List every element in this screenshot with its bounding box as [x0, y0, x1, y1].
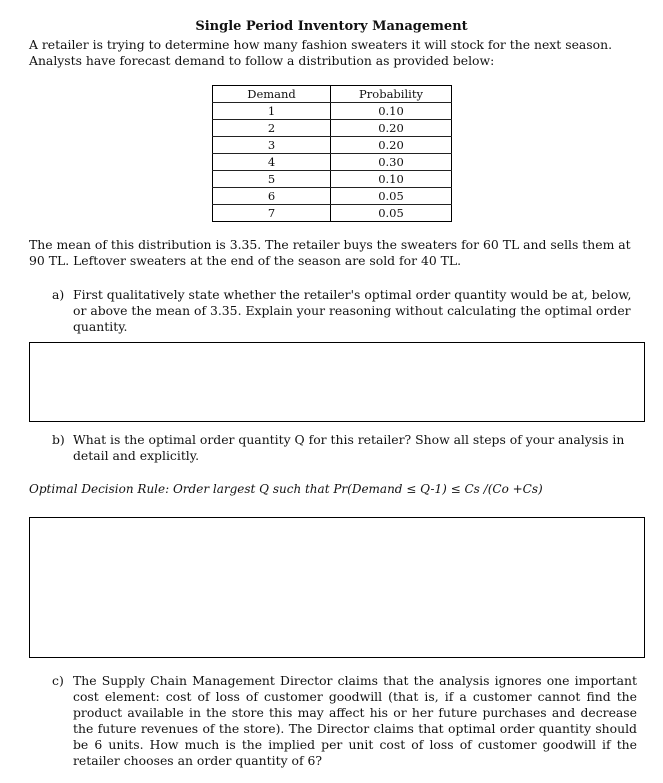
demand-cell: 2	[213, 120, 331, 137]
question-a	[52, 287, 637, 335]
question-c-text: The Supply Chain Management Director claims that the analysis ignores one important cost element: cost of loss of customer goodwill (that is, if a customer cannot find the product available in the store this may affect his or her future purchases and decrease the future revenues of the store). The Director claims that optimal order quantity should be 6 units. How much is the implied per unit cost of loss of customer goodwill if the retailer chooses an order quantity of 6?	[73, 673, 637, 768]
demand-cell: 1	[213, 103, 331, 120]
probability-cell: 0.05	[331, 205, 452, 222]
probability-cell: 0.10	[331, 171, 452, 188]
page-title: Single Period Inventory Management	[195, 19, 468, 34]
table-row	[213, 188, 452, 205]
demand-cell: 4	[213, 154, 331, 171]
question-a-letter: a)	[52, 287, 65, 302]
probability-cell: 0.30	[331, 154, 452, 171]
question-b-text: What is the optimal order quantity Q for this retailer? Show all steps of your analysis in detail and explicitly.	[73, 432, 625, 463]
question-c	[52, 673, 637, 769]
table-row	[213, 103, 452, 120]
demand-cell: 3	[213, 137, 331, 154]
question-b-letter: b)	[52, 432, 65, 447]
probability-cell: 0.20	[331, 120, 452, 137]
answer-box-b[interactable]	[29, 517, 645, 658]
demand-cell: 7	[213, 205, 331, 222]
question-c-letter: c)	[52, 673, 64, 688]
table-row	[213, 137, 452, 154]
probability-cell: 0.10	[331, 103, 452, 120]
question-b	[52, 432, 637, 464]
demand-cell: 5	[213, 171, 331, 188]
probability-cell: 0.20	[331, 137, 452, 154]
table-header-row	[213, 86, 452, 103]
table-row	[213, 205, 452, 222]
demand-distribution-table	[212, 85, 452, 222]
mean-paragraph: The mean of this distribution is 3.35. The retailer buys the sweaters for 60 TL and sells them at 90 TL. Leftover sweaters at the end of the season are sold for 40 TL.	[29, 237, 631, 268]
table-row	[213, 171, 452, 188]
decision-rule: Optimal Decision Rule: Order largest Q such that Pr(Demand ≤ Q-1) ≤ Cs /(Co +Cs)	[29, 482, 543, 496]
header-probability: Probability	[331, 86, 452, 103]
table-row	[213, 120, 452, 137]
table-row	[213, 154, 452, 171]
probability-cell: 0.05	[331, 188, 452, 205]
answer-box-a[interactable]	[29, 342, 645, 422]
question-a-text: First qualitatively state whether the retailer's optimal order quantity would be at, below, or above the mean of 3.35. Explain your reasoning without calculating the optimal order quantity.	[73, 287, 632, 334]
demand-cell: 6	[213, 188, 331, 205]
intro-paragraph: A retailer is trying to determine how many fashion sweaters it will stock for the next season. Analysts have forecast demand to follow a distribution as provided below:	[29, 37, 613, 68]
header-demand: Demand	[213, 86, 331, 103]
